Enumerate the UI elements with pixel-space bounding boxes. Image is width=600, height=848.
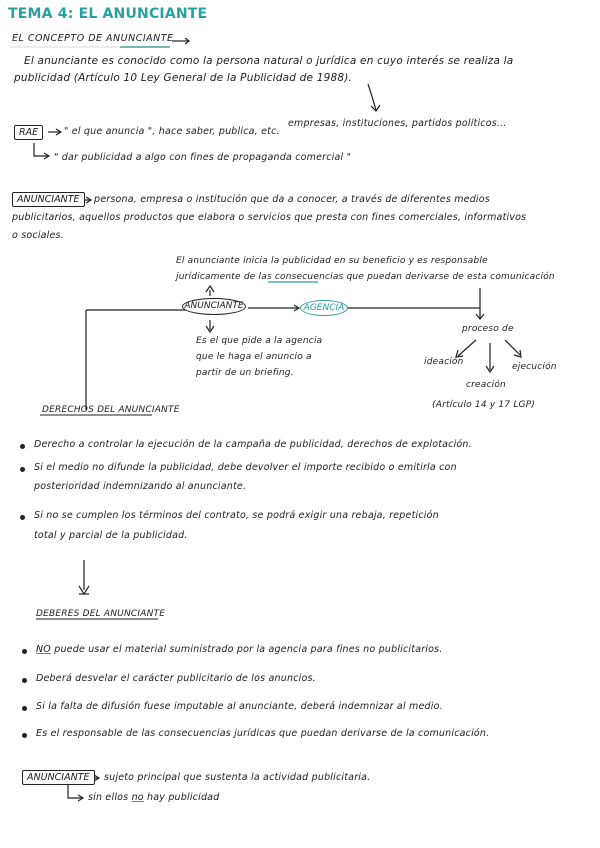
bullet-dot <box>22 733 27 738</box>
page-title: TEMA 4: EL ANUNCIANTE <box>8 6 208 22</box>
bullet-dot <box>20 444 25 449</box>
proceso-label: proceso de <box>462 324 514 334</box>
creacion-label: creación <box>466 380 506 390</box>
bullet-dot <box>20 467 25 472</box>
derechos-item-3a: Si no se cumplen los términos del contrato, se podrá exigir una rebaja, repetición <box>34 510 439 521</box>
anunciante-label: ANUNCIANTE <box>12 192 85 207</box>
deberes-item-1: NO puede usar el material suministrado por la agencia para fines no publicitarios. <box>36 644 443 655</box>
derechos-item-2a: Si el medio no difunde la publicidad, debe devolver el importe recibido o emitirla con <box>34 462 457 473</box>
bullet-dot <box>22 706 27 711</box>
bullet-dot <box>22 649 27 654</box>
anunciante-desc-1: Es el que pide a la agencia <box>196 336 323 346</box>
footer-line-2: sin ellos no hay publicidad <box>88 792 220 803</box>
rae-definition-2: " dar publicidad a algo con fines de propaganda comercial " <box>54 152 352 163</box>
anunciante-def-line-1: persona, empresa o institución que da a conocer, a través de diferentes medios <box>94 194 490 205</box>
deberes-item-4: Es el responsable de las consecuencias jurídicas que puedan derivarse de la comunicación. <box>36 728 490 739</box>
derechos-item-2b: posterioridad indemnizando al anunciante. <box>34 481 247 492</box>
anunciante-desc-2: que le haga el anuncio a <box>196 352 312 362</box>
deberes-item-3: Si la falta de difusión fuese imputable al anunciante, deberá indemnizar al medio. <box>36 701 443 712</box>
ejecucion-label: ejecución <box>512 362 557 372</box>
bullet-dot <box>20 515 25 520</box>
rae-definition-1: " el que anuncia ", hace saber, publica, etc. <box>64 126 280 137</box>
node-anunciante: ANUNCIANTE <box>182 298 246 315</box>
rae-label: RAE <box>14 125 43 140</box>
ideacion-label: ideación <box>424 357 464 367</box>
bullet-dot <box>22 678 27 683</box>
deberes-item-2: Deberá desvelar el carácter publicitario de los anuncios. <box>36 673 316 684</box>
anunciante-def-line-3: o sociales. <box>12 230 64 241</box>
footer-anunciante-label: ANUNCIANTE <box>22 770 95 785</box>
derechos-heading: DERECHOS DEL ANUNCIANTE <box>42 405 180 415</box>
derechos-item-3b: total y parcial de la publicidad. <box>34 530 188 541</box>
derechos-item-1: Derecho a controlar la ejecución de la campaña de publicidad, derechos de explotación. <box>34 439 472 450</box>
examples-note: empresas, instituciones, partidos políticos... <box>288 118 507 129</box>
diagram-note-1: El anunciante inicia la publicidad en su beneficio y es responsable <box>176 256 488 266</box>
deberes-heading: DEBERES DEL ANUNCIANTE <box>36 609 166 619</box>
diagram-note-2: jurídicamente de las consecuencias que puedan derivarse de esta comunicación <box>176 272 555 282</box>
anunciante-desc-3: partir de un briefing. <box>196 368 294 378</box>
section-heading-concepto: EL CONCEPTO DE ANUNCIANTE <box>12 33 174 44</box>
node-agencia: AGENCIA <box>300 300 348 316</box>
anunciante-def-line-2: publicitarios, aquellos productos que elabora o servicios que presta con fines comerciales, informativos <box>12 212 527 223</box>
intro-line-2: publicidad (Artículo 10 Ley General de la Publicidad de 1988). <box>14 72 353 84</box>
articulos-label: (Artículo 14 y 17 LGP) <box>432 400 536 410</box>
footer-line-1: sujeto principal que sustenta la actividad publicitaria. <box>104 772 371 783</box>
intro-line-1: El anunciante es conocido como la persona natural o jurídica en cuyo interés se realiza la <box>24 55 514 67</box>
